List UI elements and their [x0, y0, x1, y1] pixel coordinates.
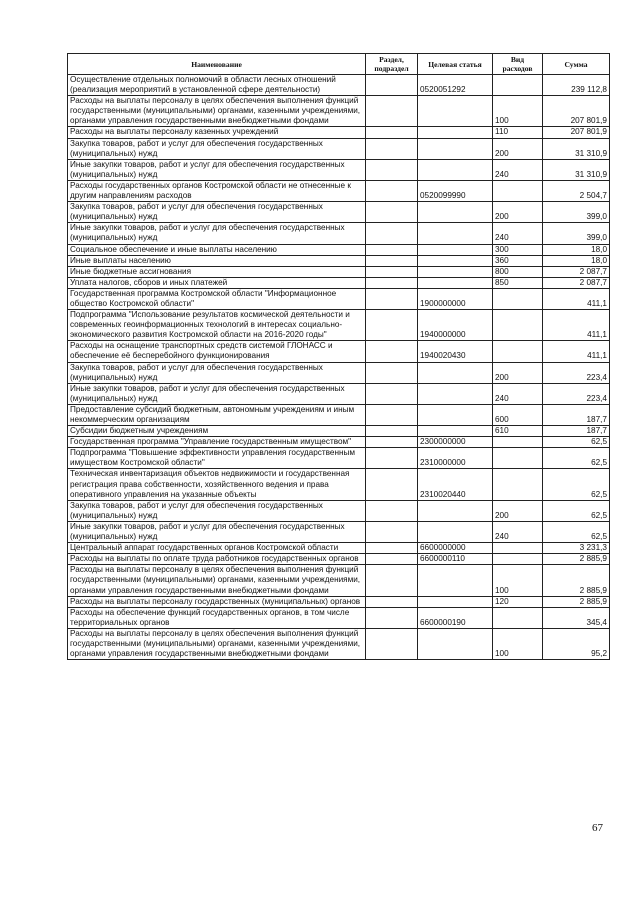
- table-row: [68, 244, 610, 255]
- cell-target: [418, 244, 493, 255]
- cell-section: [366, 426, 418, 437]
- table-row: [68, 543, 610, 554]
- cell-sum: 2 504,7: [543, 180, 610, 201]
- table-row: [68, 448, 610, 469]
- cell-expense: [493, 554, 543, 565]
- cell-name: Расходы на выплаты персоналу казенных учреждений: [68, 127, 366, 138]
- cell-expense: 300: [493, 244, 543, 255]
- cell-section: [366, 266, 418, 277]
- table-row: [68, 127, 610, 138]
- table-row: [68, 383, 610, 404]
- cell-sum: 3 231,3: [543, 543, 610, 554]
- cell-name: Предоставление субсидий бюджетным, автономным учреждениям и иным некоммерческим организациям: [68, 404, 366, 425]
- cell-section: [366, 288, 418, 309]
- cell-expense: 800: [493, 266, 543, 277]
- cell-section: [366, 180, 418, 201]
- cell-expense: 110: [493, 127, 543, 138]
- table-row: [68, 521, 610, 542]
- cell-expense: 100: [493, 565, 543, 596]
- cell-target: 0520051292: [418, 75, 493, 96]
- cell-sum: 18,0: [543, 244, 610, 255]
- cell-section: [366, 75, 418, 96]
- cell-target: [418, 255, 493, 266]
- cell-target: [418, 628, 493, 659]
- table-row: [68, 362, 610, 383]
- cell-sum: 207 801,9: [543, 127, 610, 138]
- header-sum: Сумма: [543, 54, 610, 75]
- table-row: [68, 138, 610, 159]
- table-row: [68, 554, 610, 565]
- table-row: [68, 75, 610, 96]
- cell-name: Расходы на выплаты персоналу государственных (муниципальных) органов: [68, 596, 366, 607]
- cell-name: Иные закупки товаров, работ и услуг для обеспечения государственных (муниципальных) нужд: [68, 521, 366, 542]
- cell-name: Закупка товаров, работ и услуг для обеспечения государственных (муниципальных) нужд: [68, 138, 366, 159]
- cell-target: 1900000000: [418, 288, 493, 309]
- table-row: [68, 159, 610, 180]
- table-row: [68, 266, 610, 277]
- cell-section: [366, 255, 418, 266]
- cell-target: 6600000190: [418, 607, 493, 628]
- cell-section: [366, 500, 418, 521]
- cell-name: Иные бюджетные ассигнования: [68, 266, 366, 277]
- cell-sum: 31 310,9: [543, 138, 610, 159]
- cell-section: [366, 543, 418, 554]
- cell-sum: 399,0: [543, 202, 610, 223]
- cell-expense: 600: [493, 404, 543, 425]
- cell-sum: 223,4: [543, 362, 610, 383]
- cell-section: [366, 437, 418, 448]
- cell-sum: 399,0: [543, 223, 610, 244]
- cell-name: Расходы на выплаты персоналу в целях обеспечения выполнения функций государственными (муниципальными) органами, казенными учреждениями, органами управления государственными внебюджетными фондами: [68, 628, 366, 659]
- cell-section: [366, 383, 418, 404]
- cell-name: Расходы на выплаты по оплате труда работников государственных органов: [68, 554, 366, 565]
- header-target: Целевая статья: [418, 54, 493, 75]
- page-number: 67: [592, 822, 603, 834]
- table-row: [68, 310, 610, 341]
- table-row: [68, 596, 610, 607]
- cell-name: Иные закупки товаров, работ и услуг для обеспечения государственных (муниципальных) нужд: [68, 383, 366, 404]
- table-row: [68, 223, 610, 244]
- table-row: [68, 180, 610, 201]
- cell-target: [418, 96, 493, 127]
- cell-expense: 200: [493, 362, 543, 383]
- cell-sum: 31 310,9: [543, 159, 610, 180]
- cell-expense: 100: [493, 96, 543, 127]
- cell-expense: 120: [493, 596, 543, 607]
- cell-target: 0520099990: [418, 180, 493, 201]
- cell-sum: 187,7: [543, 404, 610, 425]
- cell-target: [418, 404, 493, 425]
- cell-section: [366, 96, 418, 127]
- cell-section: [366, 244, 418, 255]
- cell-target: 2310020440: [418, 469, 493, 500]
- cell-name: Закупка товаров, работ и услуг для обеспечения государственных (муниципальных) нужд: [68, 362, 366, 383]
- table-row: [68, 404, 610, 425]
- cell-sum: 2 087,7: [543, 266, 610, 277]
- cell-sum: 2 885,9: [543, 596, 610, 607]
- cell-name: Расходы на оснащение транспортных средств системой ГЛОНАСС и обеспечение её бесперебойного функционирования: [68, 341, 366, 362]
- table-row: [68, 628, 610, 659]
- cell-target: [418, 426, 493, 437]
- cell-sum: 187,7: [543, 426, 610, 437]
- cell-expense: 240: [493, 383, 543, 404]
- cell-sum: 223,4: [543, 383, 610, 404]
- cell-target: [418, 266, 493, 277]
- table-row: [68, 96, 610, 127]
- cell-target: 1940000000: [418, 310, 493, 341]
- cell-target: [418, 521, 493, 542]
- table-header-row: [68, 54, 610, 75]
- cell-section: [366, 554, 418, 565]
- cell-sum: 62,5: [543, 448, 610, 469]
- cell-sum: 239 112,8: [543, 75, 610, 96]
- table-row: [68, 202, 610, 223]
- cell-name: Подпрограмма "Повышение эффективности управления государственным имуществом Костромской области": [68, 448, 366, 469]
- cell-target: [418, 138, 493, 159]
- cell-section: [366, 404, 418, 425]
- cell-section: [366, 202, 418, 223]
- cell-target: 6600000110: [418, 554, 493, 565]
- cell-name: Центральный аппарат государственных органов Костромской области: [68, 543, 366, 554]
- cell-target: [418, 202, 493, 223]
- cell-name: Иные выплаты населению: [68, 255, 366, 266]
- cell-target: [418, 159, 493, 180]
- cell-section: [366, 362, 418, 383]
- cell-expense: 610: [493, 426, 543, 437]
- budget-table: [67, 53, 610, 660]
- cell-expense: [493, 75, 543, 96]
- cell-section: [366, 223, 418, 244]
- cell-sum: 95,2: [543, 628, 610, 659]
- cell-name: Государственная программа "Управление государственным имуществом": [68, 437, 366, 448]
- cell-section: [366, 607, 418, 628]
- cell-sum: 18,0: [543, 255, 610, 266]
- cell-expense: [493, 310, 543, 341]
- cell-target: [418, 223, 493, 244]
- cell-name: Закупка товаров, работ и услуг для обеспечения государственных (муниципальных) нужд: [68, 500, 366, 521]
- cell-section: [366, 277, 418, 288]
- cell-target: [418, 565, 493, 596]
- cell-name: Техническая инвентаризация объектов недвижимости и государственная регистрация права собственности, хозяйственного ведения и права оперативного управления на указанные объекты: [68, 469, 366, 500]
- cell-sum: 411,1: [543, 341, 610, 362]
- cell-section: [366, 628, 418, 659]
- cell-target: [418, 500, 493, 521]
- cell-name: Расходы на выплаты персоналу в целях обеспечения выполнения функций государственными (муниципальными) органами, казенными учреждениями, органами управления государственными внебюджетными фондами: [68, 96, 366, 127]
- header-expense: Вид расходов: [493, 54, 543, 75]
- cell-expense: 200: [493, 202, 543, 223]
- cell-target: [418, 383, 493, 404]
- cell-target: [418, 596, 493, 607]
- cell-sum: 345,4: [543, 607, 610, 628]
- cell-expense: 200: [493, 138, 543, 159]
- cell-section: [366, 521, 418, 542]
- table-row: [68, 341, 610, 362]
- cell-name: Закупка товаров, работ и услуг для обеспечения государственных (муниципальных) нужд: [68, 202, 366, 223]
- cell-target: [418, 127, 493, 138]
- cell-sum: 62,5: [543, 500, 610, 521]
- table-row: [68, 255, 610, 266]
- cell-section: [366, 310, 418, 341]
- table-row: [68, 607, 610, 628]
- cell-expense: 850: [493, 277, 543, 288]
- cell-expense: 100: [493, 628, 543, 659]
- cell-section: [366, 159, 418, 180]
- header-name: Наименование: [68, 54, 366, 75]
- cell-expense: [493, 469, 543, 500]
- cell-sum: 62,5: [543, 437, 610, 448]
- cell-section: [366, 469, 418, 500]
- cell-section: [366, 138, 418, 159]
- table-row: [68, 437, 610, 448]
- cell-sum: 2 885,9: [543, 554, 610, 565]
- cell-name: Иные закупки товаров, работ и услуг для обеспечения государственных (муниципальных) нужд: [68, 159, 366, 180]
- cell-expense: 240: [493, 159, 543, 180]
- cell-target: 6600000000: [418, 543, 493, 554]
- table-row: [68, 565, 610, 596]
- cell-name: Государственная программа Костромской области "Информационное общество Костромской области": [68, 288, 366, 309]
- table-row: [68, 288, 610, 309]
- cell-section: [366, 565, 418, 596]
- cell-target: [418, 362, 493, 383]
- cell-expense: [493, 180, 543, 201]
- cell-name: Расходы государственных органов Костромской области не отнесенные к другим направлениям расходов: [68, 180, 366, 201]
- cell-name: Подпрограмма "Использование результатов космической деятельности и современных геоинформационных технологий в интересах социально-экономического развития Костромской области на 2016-2020 годы": [68, 310, 366, 341]
- cell-expense: [493, 607, 543, 628]
- cell-expense: [493, 448, 543, 469]
- cell-expense: 360: [493, 255, 543, 266]
- cell-expense: [493, 543, 543, 554]
- cell-sum: 62,5: [543, 521, 610, 542]
- cell-sum: 207 801,9: [543, 96, 610, 127]
- cell-expense: [493, 341, 543, 362]
- cell-target: 1940020430: [418, 341, 493, 362]
- table-row: [68, 500, 610, 521]
- cell-sum: 411,1: [543, 288, 610, 309]
- cell-sum: 2 885,9: [543, 565, 610, 596]
- cell-name: Расходы на выплаты персоналу в целях обеспечения выполнения функций государственными (муниципальными) органами, казенными учреждениями, органами управления государственными внебюджетными фондами: [68, 565, 366, 596]
- header-section: Раздел, подраздел: [366, 54, 418, 75]
- cell-expense: 240: [493, 223, 543, 244]
- cell-target: 2310000000: [418, 448, 493, 469]
- cell-expense: [493, 288, 543, 309]
- cell-name: Социальное обеспечение и иные выплаты населению: [68, 244, 366, 255]
- cell-name: Расходы на обеспечение функций государственных органов, в том числе территориальных органов: [68, 607, 366, 628]
- cell-expense: 200: [493, 500, 543, 521]
- cell-sum: 62,5: [543, 469, 610, 500]
- cell-sum: 2 087,7: [543, 277, 610, 288]
- cell-section: [366, 448, 418, 469]
- table-row: [68, 469, 610, 500]
- cell-expense: 240: [493, 521, 543, 542]
- cell-target: 2300000000: [418, 437, 493, 448]
- cell-name: Уплата налогов, сборов и иных платежей: [68, 277, 366, 288]
- table-row: [68, 277, 610, 288]
- cell-name: Иные закупки товаров, работ и услуг для обеспечения государственных (муниципальных) нужд: [68, 223, 366, 244]
- cell-name: Осуществление отдельных полномочий в области лесных отношений (реализация мероприятий в установленной сфере деятельности): [68, 75, 366, 96]
- cell-sum: 411,1: [543, 310, 610, 341]
- table-row: [68, 426, 610, 437]
- cell-section: [366, 596, 418, 607]
- cell-section: [366, 127, 418, 138]
- cell-expense: [493, 437, 543, 448]
- cell-name: Субсидии бюджетным учреждениям: [68, 426, 366, 437]
- cell-target: [418, 277, 493, 288]
- cell-section: [366, 341, 418, 362]
